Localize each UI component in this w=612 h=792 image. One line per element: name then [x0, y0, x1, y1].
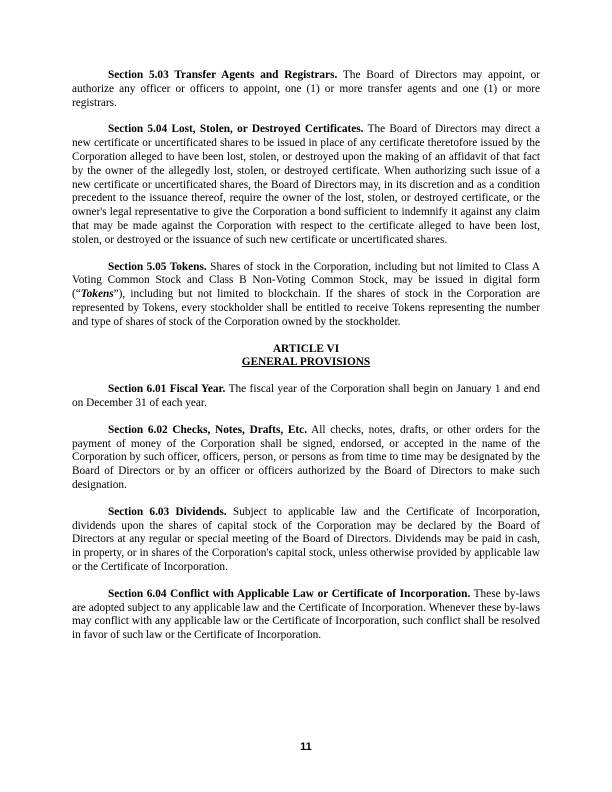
section-6-01: [72, 383, 540, 411]
section-body-continued: ”), including but not limited to blockchain. If the shares of stock in the Corporation are represented by Tokens, every stockholder shall be entitled to receive Tokens representing the number and type of shares of stock of the Corporation owned by the stockholder.: [72, 288, 540, 328]
section-6-03: [72, 506, 540, 575]
page-content: [72, 69, 540, 656]
defined-term: Tokens: [80, 288, 114, 301]
page-number: 11: [300, 741, 312, 753]
section-heading: Section 6.04 Conflict with Applicable Law or Certificate of Incorporation.: [108, 587, 471, 600]
section-heading: Section 5.05 Tokens.: [108, 260, 207, 273]
section-5-03: [72, 69, 540, 110]
section-heading: Section 5.04 Lost, Stolen, or Destroyed Certificates.: [108, 123, 364, 136]
section-body: Subject to applicable law and the Certificate of Incorporation, dividends upon the shares of capital stock of the Corporation may be declared by the Board of Directors at any regular or special meeting of the Board of Directors. Dividends may be paid in cash, in property, or in shares of the Corporation's capital stock, unless otherwise provided by applicable law or the Certificate of Incorporation.: [72, 505, 540, 573]
section-body: All checks, notes, drafts, or other orders for the payment of money of the Corporation shall be signed, endorsed, or accepted in the name of the Corporation by such officer, officers, person, or persons as from time to time may be designated by the Board of Directors or by an officer or officers authorized by the Board of Directors to make such designation.: [72, 423, 540, 491]
section-heading: Section 5.03 Transfer Agents and Registrars.: [108, 69, 338, 81]
section-heading: Section 6.01 Fiscal Year.: [108, 383, 226, 396]
section-body: Shares of stock in the Corporation, including but not limited to Class A Voting Common Stock and Class B Non-Voting Common Stock, may be issued in digital form (“: [72, 260, 540, 301]
section-heading: Section 6.02 Checks, Notes, Drafts, Etc.: [108, 423, 308, 436]
article-title: GENERAL PROVISIONS: [241, 356, 371, 369]
article-number: ARTICLE VI: [272, 342, 340, 355]
section-body: The Board of Directors may appoint, or authorize any officer or officers to appoint, one (1) or more transfer agents and one (1) or more registrars.: [72, 69, 540, 109]
section-5-04: [72, 123, 540, 247]
section-5-05: [72, 261, 540, 330]
section-body: The Board of Directors may direct a new certificate or uncertificated shares to be issued in place of any certificate theretofore issued by the Corporation alleged to have been lost, stolen, or destroyed upon the making of an affidavit of that fact by the owner of the allegedly lost, stolen, or destroyed certificate. When authorizing such issue of a new certificate or uncertificated shares, the Board of Directors may, in its discretion and as a condition precedent to the issuance thereof, require the owner of the lost, stolen, or destroyed certificate, or the owner's legal representative to give the Corporation a bond sufficient to indemnify it against any claim that may be made against the Corporation with respect to the certificate alleged to have been lost, stolen, or destroyed or the issuance of such new certificate or uncertificated shares.: [72, 123, 540, 246]
section-body: These by-laws are adopted subject to any applicable law and the Certificate of Incorporation. Whenever these by-laws may conflict with any applicable law or the Certificate of Incorporation, such conflict shall be resolved in favor of such law or the Certificate of Incorporation.: [72, 587, 540, 642]
section-heading: Section 6.03 Dividends.: [108, 505, 227, 518]
section-6-02: [72, 424, 540, 493]
section-body: The fiscal year of the Corporation shall begin on January 1 and end on December 31 of each year.: [72, 383, 540, 409]
section-6-04: [72, 588, 540, 643]
